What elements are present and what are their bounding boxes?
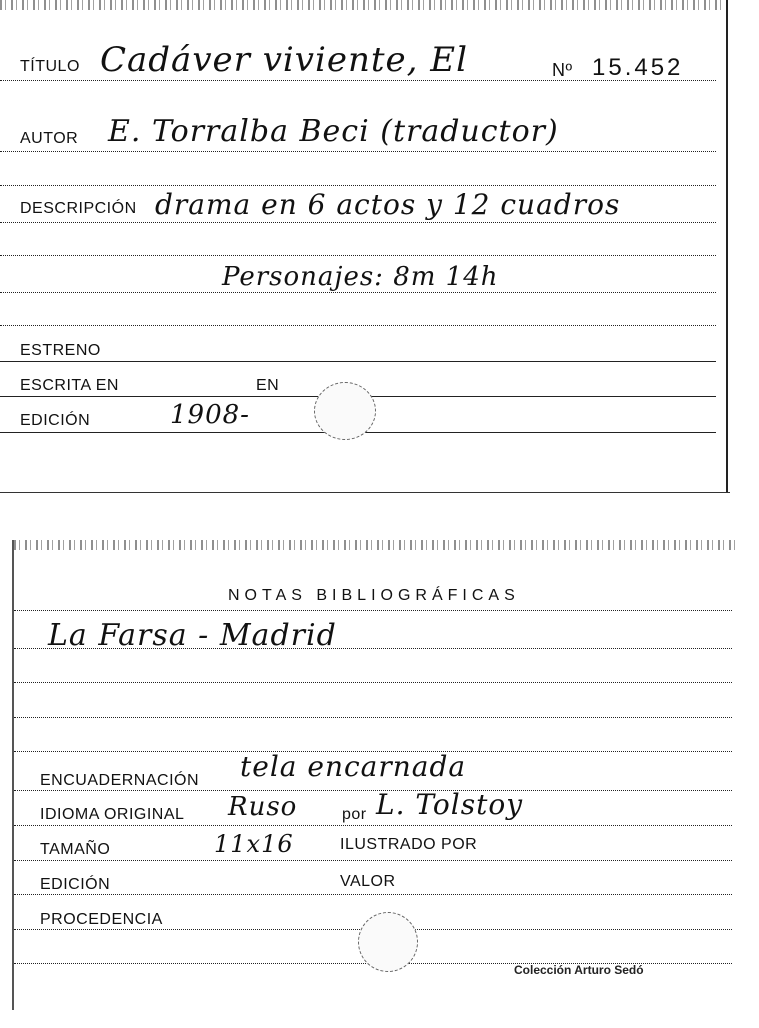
- blank-rule-1: [0, 185, 716, 186]
- por-value: L. Tolstoy: [376, 788, 524, 821]
- punch-hole: [358, 912, 418, 972]
- punch-hole: [314, 382, 376, 440]
- card-separator: [0, 492, 730, 493]
- en-label: EN: [256, 377, 280, 394]
- titulo-rule: [0, 80, 716, 81]
- tamano-value: 11x16: [214, 830, 294, 858]
- descripcion-label: DESCRIPCIÓN: [20, 200, 137, 217]
- numero-label: Nº: [552, 60, 573, 80]
- descripcion-rule: [0, 222, 716, 223]
- blank-rule-3: [0, 292, 716, 293]
- autor-label: AUTOR: [20, 130, 79, 147]
- notas-rule-2: [14, 648, 732, 649]
- tamano-label: TAMAÑO: [40, 841, 111, 858]
- collection-credit: Colección Arturo Sedó: [514, 963, 644, 977]
- encuadernacion-rule: [14, 790, 732, 791]
- titulo-value: Cadáver viviente, El: [100, 40, 468, 80]
- notas-value: La Farsa - Madrid: [48, 618, 337, 653]
- ilustrado-label: ILUSTRADO POR: [340, 836, 478, 853]
- descripcion-value: drama en 6 actos y 12 cuadros: [155, 188, 621, 221]
- blank-rule-4: [0, 325, 716, 326]
- personajes-value: Personajes: 8m 14h: [222, 262, 499, 292]
- card-top-edge: [14, 540, 736, 550]
- catalog-card-front: [0, 0, 728, 492]
- tamano-rule: [14, 860, 732, 861]
- por-label: por: [342, 806, 367, 823]
- estreno-label: ESTRENO: [20, 342, 101, 359]
- encuadernacion-label: ENCUADERNACIÓN: [40, 772, 200, 789]
- edicion-label: EDICIÓN: [20, 412, 91, 429]
- edicion-rule-back: [14, 894, 732, 895]
- idioma-label: IDIOMA ORIGINAL: [40, 806, 185, 823]
- edicion-value: 1908-: [170, 400, 250, 430]
- escrita-label: ESCRITA EN: [20, 377, 119, 394]
- valor-label: VALOR: [340, 873, 396, 890]
- idioma-value: Ruso: [228, 792, 298, 822]
- notas-rule-1: [14, 610, 732, 611]
- autor-rule: [0, 151, 716, 152]
- estreno-rule: [0, 361, 716, 362]
- titulo-label: TÍTULO: [20, 58, 80, 75]
- catalog-card-back: [12, 540, 736, 1010]
- autor-value: E. Torralba Beci (traductor): [108, 114, 559, 149]
- idioma-rule: [14, 825, 732, 826]
- encuadernacion-value: tela encarnada: [240, 750, 467, 783]
- procedencia-label: PROCEDENCIA: [40, 911, 163, 928]
- notas-heading: NOTAS BIBLIOGRÁFICAS: [228, 587, 520, 604]
- card-top-edge: [0, 0, 726, 10]
- notas-rule-4: [14, 717, 732, 718]
- notas-rule-3: [14, 682, 732, 683]
- edicion-label-back: EDICIÓN: [40, 876, 111, 893]
- numero-value: 15.452: [592, 54, 684, 81]
- blank-rule-2: [0, 255, 716, 256]
